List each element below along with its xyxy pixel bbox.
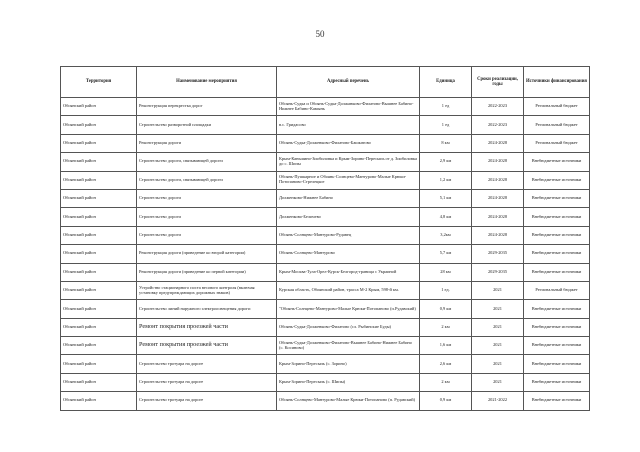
- cell-name: Строительство тротуара на дороге: [137, 373, 277, 391]
- header-unit: Единица: [420, 67, 472, 98]
- cell-unit: 2,9 км: [420, 153, 472, 171]
- cell-source: Внебюджетные источники: [524, 300, 590, 318]
- cell-unit: 2 км: [420, 373, 472, 391]
- table-row: [61, 98, 590, 116]
- cell-name: Строительство дороги: [137, 226, 277, 244]
- table-row: [61, 245, 590, 263]
- cell-period: 2021: [472, 318, 524, 336]
- cell-unit: 1,2 км: [420, 171, 472, 189]
- cell-source: Внебюджетные источники: [524, 355, 590, 373]
- cell-name: Реконструкция дороги (приведение ко второй категории): [137, 245, 277, 263]
- cell-period: 2021: [472, 373, 524, 391]
- cell-address: Обоянь-Солнцево-Мантурово: [277, 245, 420, 263]
- cell-address: Крым-Зорино-Пересыпь (с. Шипы): [277, 373, 420, 391]
- cell-territory: Обоянский район: [61, 318, 137, 336]
- cell-territory: Обоянский район: [61, 116, 137, 134]
- header-territory: Территория: [61, 67, 137, 98]
- cell-source: Внебюджетные источники: [524, 318, 590, 336]
- table-row: [61, 263, 590, 281]
- cell-territory: Обоянский район: [61, 392, 137, 410]
- header-period: Сроки реализации, годы: [472, 67, 524, 98]
- cell-name: Строительство разворотной площадки: [137, 116, 277, 134]
- cell-territory: Обоянский район: [61, 245, 137, 263]
- table-row: [61, 208, 590, 226]
- cell-name: Строительство линий наружного электроосвещения дороги: [137, 300, 277, 318]
- cell-name: Строительство тротуара на дороге: [137, 392, 277, 410]
- cell-address: Долженково-Беличево: [277, 208, 420, 226]
- cell-period: 2029-2035: [472, 245, 524, 263]
- cell-name: Ремонт покрытия проезжей части: [137, 337, 277, 355]
- cell-territory: Обоянский район: [61, 281, 137, 299]
- cell-period: 2022-2023: [472, 116, 524, 134]
- cell-source: Внебюджетные источники: [524, 245, 590, 263]
- cell-unit: 0,9 км: [420, 392, 472, 410]
- cell-address: Курская область, Обоянский район, трасса М-2 Крым, 598-й км.: [277, 281, 420, 299]
- cell-unit: 1 ед.: [420, 281, 472, 299]
- cell-unit: 0,9 км: [420, 300, 472, 318]
- cell-address: Крым-Каньшино-Зиобиловка и Крым-Зорино-Пересыпь от д. Зиобиловка до с. Шипы: [277, 153, 420, 171]
- cell-period: 2021: [472, 281, 524, 299]
- cell-address: Обоянь-Судка-Долженково-Филатово-Вышнее Бабино-Нижнее Бабино (с. Косиново): [277, 337, 420, 355]
- table-row: [61, 281, 590, 299]
- table-row: [61, 337, 590, 355]
- table-row: [61, 153, 590, 171]
- cell-period: 2021: [472, 337, 524, 355]
- cell-source: Региональный бюджет: [524, 134, 590, 152]
- cell-period: 2022-2023: [472, 98, 524, 116]
- cell-address: Обоянь-Солнцево-Мантурово-Рудавец: [277, 226, 420, 244]
- cell-name: Строительство тротуара на дороге: [137, 355, 277, 373]
- table-header-row: [61, 67, 590, 98]
- measures-table: [60, 66, 590, 411]
- table-row: [61, 116, 590, 134]
- cell-name: Строительство дороги, связывающей дороги: [137, 171, 277, 189]
- cell-address: Обоянь-Пушкарное и Обоянь-Солнцево-Мантурово-Малые Крюки-Потопаново-Стрелецкое: [277, 171, 420, 189]
- cell-source: Внебюджетные источники: [524, 337, 590, 355]
- header-address: Адресный перечень: [277, 67, 420, 98]
- cell-address: Обоянь-Судка-Долженково-Филатово-Башкатово: [277, 134, 420, 152]
- cell-address: Обоянь-Судка-Долженково-Филатово (сл. Рыбинские Буды): [277, 318, 420, 336]
- cell-unit: 4,8 км: [420, 208, 472, 226]
- cell-source: Внебюджетные источники: [524, 392, 590, 410]
- cell-period: 2021-2022: [472, 392, 524, 410]
- cell-unit: 5,7 км: [420, 245, 472, 263]
- cell-unit: 5,1 км: [420, 189, 472, 207]
- cell-name: Реконструкция дороги: [137, 134, 277, 152]
- cell-source: Региональный бюджет: [524, 98, 590, 116]
- cell-territory: Обоянский район: [61, 189, 137, 207]
- cell-source: Внебюджетные источники: [524, 153, 590, 171]
- cell-period: 2024-2028: [472, 189, 524, 207]
- cell-period: 2024-2028: [472, 134, 524, 152]
- table-row: [61, 171, 590, 189]
- cell-territory: Обоянский район: [61, 355, 137, 373]
- cell-territory: Обоянский район: [61, 337, 137, 355]
- cell-period: 2029-2035: [472, 263, 524, 281]
- table-row: [61, 189, 590, 207]
- cell-address: "Обоянь-Солнцево-Мантурово-Малые Крюки-Потопаново (п.Рудавский): [277, 300, 420, 318]
- cell-territory: Обоянский район: [61, 171, 137, 189]
- cell-name: Строительство дороги: [137, 189, 277, 207]
- cell-period: 2021: [472, 355, 524, 373]
- cell-address: Обоянь-Судка и Обоянь-Судка-Должанково-Филатово-Вышнее Бабино-Нижнее Бабино-Камынь: [277, 98, 420, 116]
- table-row: [61, 300, 590, 318]
- cell-name: Реконструкция перекрестка дорог: [137, 98, 277, 116]
- cell-name: Строительство дороги, связывающей дороги: [137, 153, 277, 171]
- cell-period: 2024-2028: [472, 171, 524, 189]
- cell-period: 2024-2028: [472, 226, 524, 244]
- cell-address: в.с. Гридасово: [277, 116, 420, 134]
- table-row: [61, 373, 590, 391]
- cell-territory: Обоянский район: [61, 373, 137, 391]
- cell-source: Внебюджетные источники: [524, 226, 590, 244]
- cell-address: Долженково-Нижнее Бабино: [277, 189, 420, 207]
- cell-unit: 1,6 км: [420, 337, 472, 355]
- cell-territory: Обоянский район: [61, 98, 137, 116]
- cell-unit: 2,6 км: [420, 355, 472, 373]
- cell-address: Крым-Зорино-Пересыпь (с. Зорино): [277, 355, 420, 373]
- page-number: 50: [315, 29, 325, 39]
- cell-source: Региональный бюджет: [524, 116, 590, 134]
- cell-period: 2021: [472, 300, 524, 318]
- cell-period: 2024-2028: [472, 208, 524, 226]
- cell-name: Реконструкция дороги (приведение ко первой категории): [137, 263, 277, 281]
- cell-unit: 2 км: [420, 318, 472, 336]
- cell-unit: 1 ед: [420, 98, 472, 116]
- cell-unit: 1 ед: [420, 116, 472, 134]
- cell-period: 2024-2028: [472, 153, 524, 171]
- table-row: [61, 318, 590, 336]
- cell-territory: Обоянский район: [61, 134, 137, 152]
- cell-territory: Обоянский район: [61, 208, 137, 226]
- table-row: [61, 392, 590, 410]
- cell-territory: Обоянский район: [61, 226, 137, 244]
- cell-address: Крым-Москва-Тула-Орел-Курск-Белгород-граница с Украиной: [277, 263, 420, 281]
- table-row: [61, 355, 590, 373]
- cell-territory: Обоянский район: [61, 300, 137, 318]
- cell-unit: 28 км: [420, 263, 472, 281]
- cell-source: Внебюджетные источники: [524, 208, 590, 226]
- cell-source: Внебюджетные источники: [524, 189, 590, 207]
- header-source: Источники финансирования: [524, 67, 590, 98]
- cell-name: Строительство дороги: [137, 208, 277, 226]
- cell-unit: 3,2км: [420, 226, 472, 244]
- cell-source: Региональный бюджет: [524, 281, 590, 299]
- cell-address: Обоянь-Солнцево-Мантурово-Малые Крюки-Потопаново (п. Рудавский): [277, 392, 420, 410]
- header-name: Наименование мероприятия: [137, 67, 277, 98]
- cell-territory: Обоянский район: [61, 263, 137, 281]
- cell-source: Внебюджетные источники: [524, 263, 590, 281]
- cell-territory: Обоянский район: [61, 153, 137, 171]
- cell-source: Внебюджетные источники: [524, 171, 590, 189]
- cell-unit: 8 км: [420, 134, 472, 152]
- table-row: [61, 134, 590, 152]
- cell-name: Ремонт покрытия проезжей части: [137, 318, 277, 336]
- cell-source: Внебюджетные источники: [524, 373, 590, 391]
- cell-name: Устройство стационарного поста весового контроля (включая установку предупреждающих дорожных знаков): [137, 281, 277, 299]
- table-row: [61, 226, 590, 244]
